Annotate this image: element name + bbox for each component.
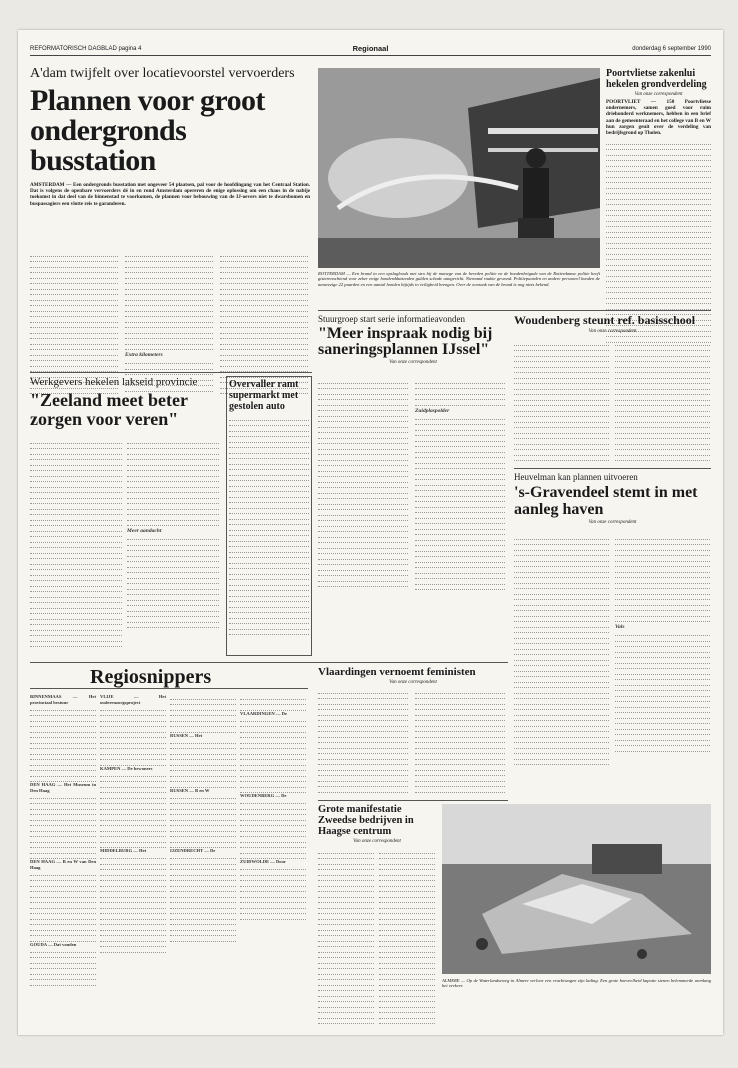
subhead: Extra kilometers [125,352,163,358]
supermarkt-headline: Overvaller ramt supermarkt met gestolen auto [229,379,299,412]
regiosnippers [30,666,308,1026]
zeeland-kicker: Werkgevers hekelen lakseid provincie [30,376,198,388]
sewer-byline: Van onze correspondent [389,360,437,365]
poortvliet-lead: POORTVLIET — 150 Poortvlietse ondernemers, samen goed voor ruim driehonderd werknemers, hebben in een brief aan de gemeenteraad en het college van B en W hun zorgen geuit over de verdeling van bedrijfsgrond op Tholen. [606,99,711,137]
headline: Plannen voor groot ondergronds busstation [30,84,265,177]
poortvliet-headline: Poortvlietse zakenlui hekelen grondverdeling [606,68,707,90]
fire-photo-caption: ROTTERDAM — Een brand in een opslagloods met stro bij de manege van de bereden politie en de hondenbrigade van de Rotterdamse politie heeft gisterenochtend voor zeker enige honderdduizenden gulden schade aangericht. Niemand raakte gewond. Politiepaarden en andere personeel konden de aanwezige 22 paarden en een aantal honden bijtijds in veiligheid brengen. Over de oorzaak van de brand is nog niets bekend. [318,271,600,287]
page-header [30,44,711,56]
sewer-headline: "Meer inspraak nodig bij saneringsplannen IJssel" [318,325,493,358]
manifestatie-article [318,804,436,1029]
woudenberg-headline: Woudenberg steunt ref. basisschool [514,313,696,327]
heuvelman-byline: Van onze correspondent [588,520,637,525]
body-col-3 [220,251,308,396]
fire-photo [318,68,600,268]
zeeland-article [30,376,220,656]
zeeland-subhead: Meer aandacht [127,528,162,534]
zeeland-headline: "Zeeland meet beter zorgen voor veren" [30,390,188,429]
woudenberg-article [514,314,711,464]
paper-name: REFORMATORISCH DAGBLAD pagina 4 [30,46,142,52]
truck-photo-caption: ALMERE — Op de Waterlandseweg in Almere verloor een vrachtwagen zijn lading. Een grote hoeveelheid kapotte stenen belemmerde urenlang het verkeer. [442,978,711,989]
firefighter-image [318,68,600,268]
sewer-article [318,314,508,604]
supermarkt-article [226,376,312,656]
heuvelman-headline: 's-Gravendeel stemt in met aanleg haven [514,484,698,518]
feministen-article [318,666,508,796]
heuvelman-kicker: Heuvelman kan plannen uitvoeren [514,472,638,482]
lead-paragraph: AMSTERDAM — Een ondergronds busstation met ongeveer 54 plaatsen, pal voor de hoofdingang van het Centraal Station. Dat is volgens de openbare vervoerders dé in en rond Amsterdam opereren de enige oplossing om een chaos in de nabije toekomst in dat deel van de binnenstad te voorkomen, de plannen voor bebouwing van de IJ-oevers niet te dwarsbomen en buspassagiers een vlotte reis te garanderen. [30,182,310,207]
feministen-headline: Vlaardingen vernoemt feministen [318,666,476,678]
feministen-byline: Van onze correspondent [389,680,437,685]
heuvelman-article [514,472,711,772]
manifestatie-headline: Grote manifestatie Zweedse bedrijven in Haagse centrum [318,804,414,837]
woudenberg-byline: Van onze correspondent [588,329,637,334]
regio-col-3: RUSSEN — Het RUSSEN — B en W IJZENDRECHT — De [170,694,236,1024]
sewer-kicker: Stuurgroep start serie informatieavonden [318,314,466,324]
kicker: A'dam twijfelt over locatievoorstel vervoerders [30,66,295,81]
body-col-2 [125,251,213,396]
regio-col-2: VLIJE — Het ouderenzorgsproject KAMPEN — De bewoners MIDDELBURG — Het [100,694,166,1024]
regio-col-1: BINNENMAAS — Het provinciaal bestuur DEN HAAG — Het Museum in Den Haag DEN HAAG — B en W van Den Haag GOUDA — Dat vonden [30,694,96,1024]
manifestatie-byline: Van onze correspondent [353,839,401,844]
bricks-image [442,804,711,974]
body-col-1 [30,251,118,396]
date: donderdag 6 september 1990 [632,46,711,52]
newspaper-page [18,30,723,1035]
truck-photo [442,804,711,974]
poortvliet-byline: Van onze correspondent [634,92,683,97]
section-title: Regionaal [352,44,389,53]
busstation-article [30,66,310,396]
regiosnippers-title: Regiosnippers [30,666,308,689]
regio-col-4: VLAARDINGEN — De WOUDENBERG — De ZUIDWOLDE — Door [240,694,306,1024]
sewer-subhead: Zuidplaspolder [415,407,450,414]
heuvelman-subhead: Vals [615,624,625,630]
